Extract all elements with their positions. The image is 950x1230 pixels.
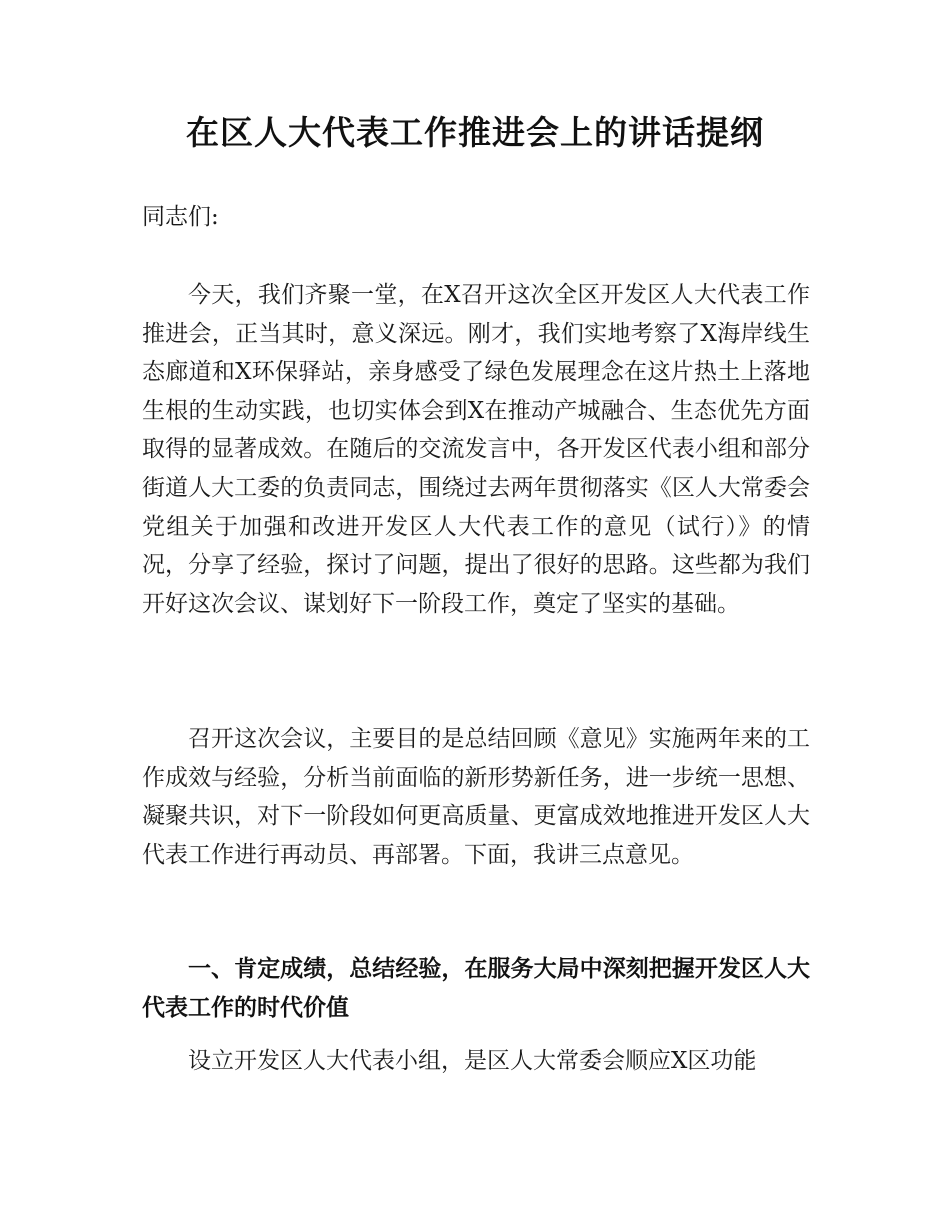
paragraph-3-text: 设立开发区人大代表小组，是区人大常委会顺应X区功能: [188, 1048, 757, 1074]
document-title: 在区人大代表工作推进会上的讲话提纲: [186, 113, 764, 152]
paragraph-2: [142, 720, 810, 874]
paragraph-1: [142, 276, 810, 623]
paragraph-2-text: 召开这次会议，主要目的是总结回顾《意见》实施两年来的工作成效与经验，分析当前面临的新形势新任务，进一步统一思想、凝聚共识，对下一阶段如何更高质量、更富成效地推进开发区人大代表工作进行再动员、再部署。下面，我讲三点意见。: [142, 726, 810, 868]
paragraph-1-text: 今天，我们齐聚一堂，在X召开这次全区开发区人大代表工作推进会，正当其时，意义深远。刚才，我们实地考察了X海岸线生态廊道和X环保驿站，亲身感受了绿色发展理念在这片热土上落地生根的生动实践，也切实体会到X在推动产城融合、生态优先方面取得的显著成效。在随后的交流发言中，各开发区代表小组和部分街道人大工委的负责同志，围绕过去两年贯彻落实《区人大常委会党组关于加强和改进开发区人大代表工作的意见（试行）》的情况，分享了经验，探讨了问题，提出了很好的思路。这些都为我们开好这次会议、谋划好下一阶段工作，奠定了坚实的基础。: [142, 282, 810, 617]
greeting-text: 同志们:: [142, 204, 219, 230]
greeting: [142, 198, 810, 237]
section-heading-1: [142, 950, 810, 1028]
paragraph-3: [142, 1042, 810, 1081]
section-heading-1-text: 一、肯定成绩，总结经验，在服务大局中深刻把握开发区人大代表工作的时代价值: [142, 956, 810, 1021]
